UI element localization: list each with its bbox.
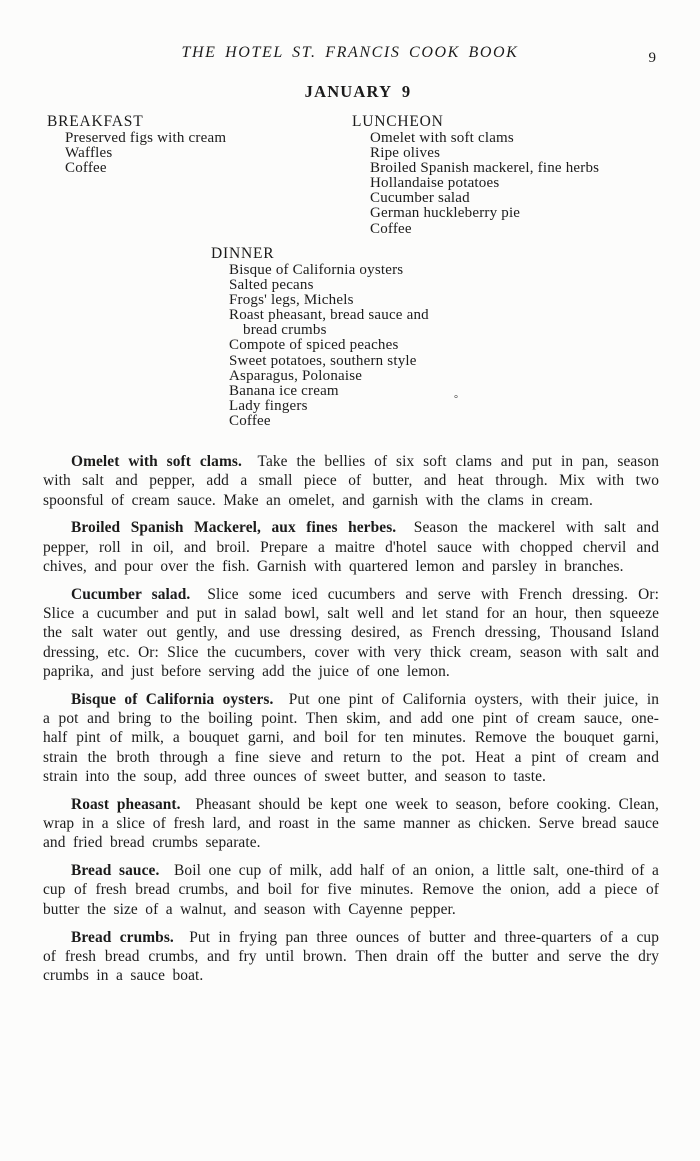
menu-item: Ripe olives: [370, 145, 441, 162]
breakfast-menu: [47, 114, 226, 176]
dinner-menu-title: DINNER: [211, 245, 275, 262]
menu-item: Bisque of California oysters: [229, 262, 404, 278]
luncheon-menu: [352, 114, 599, 237]
recipe-paragraph: [43, 452, 659, 510]
recipe-title: Bread crumbs.: [71, 928, 174, 946]
recipe-section: [43, 452, 659, 994]
recipe-body: Take the bellies of six soft clams and put in pan, season with salt and pepper, add a small piece of butter, and heat through. Mix with two spoonsful of cream sauce. Make an omelet, and garnish with the clams in cream.: [43, 453, 659, 509]
menu-item: Banana ice cream: [229, 382, 339, 399]
menu-item: Cucumber salad: [370, 190, 470, 207]
menu-item: Lady fingers: [229, 397, 308, 414]
recipe-paragraph: [43, 928, 659, 986]
luncheon-menu-title: LUNCHEON: [352, 113, 444, 130]
recipe-title: Bisque of California oysters.: [71, 690, 274, 708]
recipe-paragraph: [43, 518, 659, 576]
recipe-body: Put one pint of California oysters, with their juice, in a pot and bring to the boiling point. Then skim, and add one pint of cream sauce, one-half pint of milk, a bouquet garni, and boil for ten minutes. Remove the bouquet garni, strain the broth through a fine sieve and return to the pot. Heat a pint of cream and strain into the soup, add three ounces of sweet butter, and season to taste.: [43, 690, 659, 785]
menu-item: Coffee: [229, 412, 271, 429]
menu-item: Roast pheasant, bread sauce and: [229, 307, 429, 324]
recipe-title: Bread sauce.: [71, 862, 160, 880]
menu-item: Waffles: [65, 145, 113, 162]
menu-item: Broiled Spanish mackerel, fine herbs: [370, 160, 600, 177]
menu-item: Preserved figs with cream: [65, 130, 227, 146]
recipe-title: Cucumber salad.: [71, 585, 191, 603]
breakfast-menu-title: BREAKFAST: [47, 113, 144, 130]
menu-item: Coffee: [65, 160, 107, 177]
recipe-title: Omelet with soft clams.: [71, 453, 242, 470]
recipe-body: Put in frying pan three ounces of butter and three-quarters of a cup of fresh bread crumbs, and fry until brown. Then drain off the butter and serve the dry crumbs in a sauce boat.: [43, 928, 659, 985]
menu-item: Coffee: [370, 220, 412, 237]
menu-item: Hollandaise potatoes: [370, 175, 500, 192]
stray-print-mark: °: [454, 394, 458, 405]
recipe-body: Slice some iced cucumbers and serve with French dressing. Or: Slice a cucumber and put in salad bowl, salt well and let stand for an hour, then squeeze the salt water out gently, and use dressing desired, as French dressing, Thousand Island dressing, etc. Or: Slice the cucumbers, cover with very thick cream, season with salt and paprika, and just before serving add the juice of one lemon.: [43, 585, 659, 680]
recipe-body: Season the mackerel with salt and pepper, roll in oil, and broil. Prepare a maitre d'hotel sauce with chopped chervil and chives, and pour over the fish. Garnish with quartered lemon and parsley in branches.: [43, 519, 660, 575]
recipe-paragraph: [43, 795, 659, 853]
recipe-paragraph: [43, 861, 659, 919]
dinner-menu: [211, 246, 429, 429]
recipe-paragraph: [43, 585, 659, 681]
menu-item: Omelet with soft clams: [370, 130, 514, 146]
menu-item-continuation: bread crumbs: [243, 322, 327, 339]
menu-item: Sweet potatoes, southern style: [229, 352, 417, 369]
menu-item: Salted pecans: [229, 277, 314, 294]
recipe-body: Boil one cup of milk, add half of an onion, a little salt, one-third of a cup of fresh bread crumbs, and boil for five minutes. Remove the onion, add a piece of butter the size of a walnut, and season with Cayenne pepper.: [43, 862, 659, 918]
recipe-body: Pheasant should be kept one week to season, before cooking. Clean, wrap in a slice of fresh lard, and roast in the same manner as chicken. Serve bread sauce and fried bread crumbs separate.: [43, 795, 659, 852]
menu-item: Frogs' legs, Michels: [229, 292, 354, 309]
recipe-title: Broiled Spanish Mackerel, aux fines herbes.: [71, 519, 397, 537]
running-header: [0, 44, 700, 62]
menu-item: Compote of spiced peaches: [229, 337, 399, 354]
page-number: 9: [648, 50, 656, 66]
menu-item: Asparagus, Polonaise: [229, 367, 363, 384]
running-header-title: THE HOTEL ST. FRANCIS COOK BOOK: [181, 44, 519, 61]
menu-item: German huckleberry pie: [370, 205, 521, 222]
recipe-paragraph: [43, 690, 659, 786]
date-heading: JANUARY 9: [304, 82, 412, 101]
recipe-title: Roast pheasant.: [71, 795, 181, 813]
